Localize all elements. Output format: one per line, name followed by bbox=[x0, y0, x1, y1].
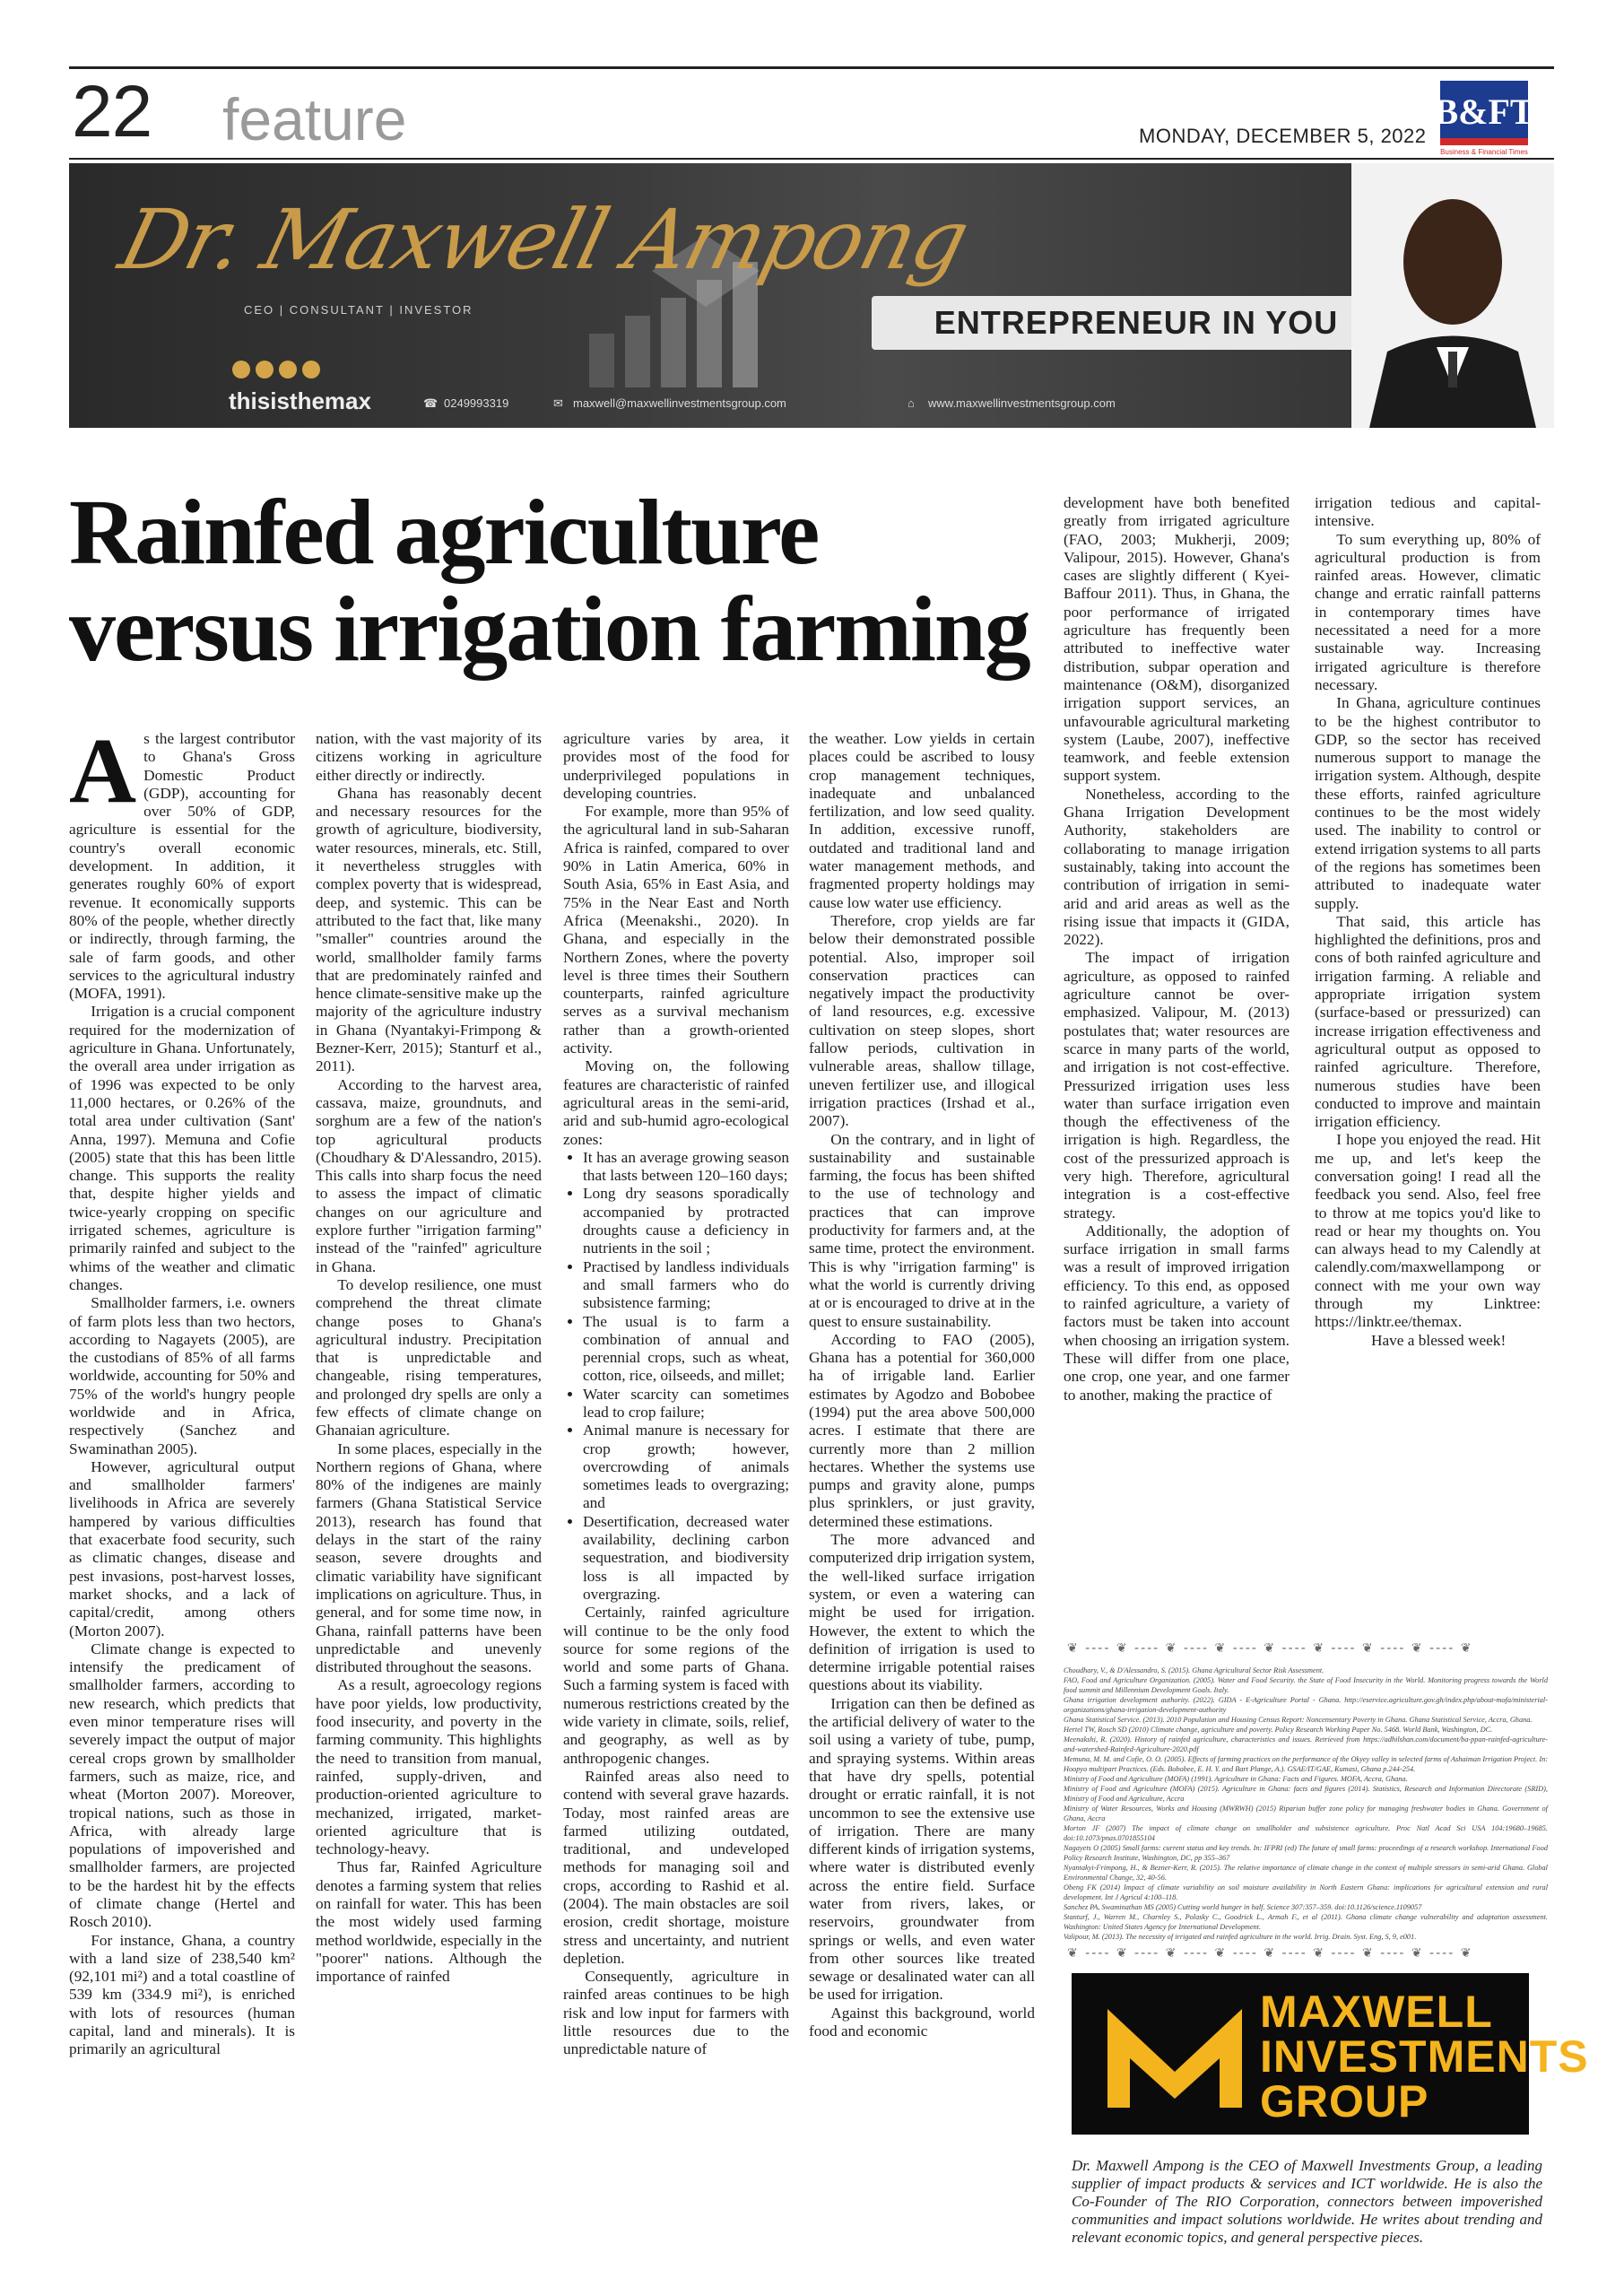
paragraph: To sum everything up, 80% of agricultural production is from rainfed areas. However, climatic change and erratic rainfall patterns in contemporary times have necessitated a need for a more sustainable way. Increasing irrigated agriculture is therefore necessary. bbox=[1315, 530, 1541, 693]
paragraph: agriculture varies by area, it provides most of the food for underprivileged populations in developing countries. bbox=[563, 730, 789, 802]
website: www.maxwellinvestmentsgroup.com bbox=[928, 396, 1116, 410]
list-item: • Desertification, decreased water availability, declining carbon sequestration, and biodiversity loss is all impacted by overgrazing. bbox=[583, 1513, 789, 1604]
paragraph: That said, this article has highlighted the definitions, pros and cons of both rainfed agriculture and irrigation farming. A reliable and appropriate irrigation system (surface-based or pressurized) can increase irrigation effectiveness and agricultural output as opposed to rainfed agriculture. Therefore, numerous studies have been conducted to improve and maintain irrigation efficiency. bbox=[1315, 912, 1541, 1131]
paragraph: irrigation tedious and capital-intensive. bbox=[1315, 494, 1541, 530]
ad-line-2: INVESTMENTS bbox=[1260, 2031, 1589, 2082]
author-bio: Dr. Maxwell Ampong is the CEO of Maxwell Investments Group, a leading supplier of impact products & services and ICT worldwide. He is also the Co-Founder of The RIO Corporation, connectors between impoverished communities and impact solutions worldwide. He writes about trending and relevant economic topics, and general perspective pieces. bbox=[1072, 2157, 1542, 2246]
logo-text: B&FT bbox=[1435, 91, 1533, 132]
paragraph: However, agricultural output and smallholder farmers' livelihoods in Africa are severely hampered by various difficulties that exacerbate food security, such as climatic changes, disease and pest invasions, post-harvest losses, market shocks, and a lack of capital/credit, among others (Morton 2007). bbox=[69, 1457, 295, 1639]
reference-item: Sanchez PA, Swaminathan MS (2005) Cutting world hunger in half. Science 307:357–359. doi:10.1126/science.1109057 bbox=[1064, 1903, 1422, 1911]
reference-item: Morton JF (2007) The impact of climate change on smallholder and subsistence agriculture. Proc Natl Acad Sci USA 104:19680–19685. doi:10.1073/pnas.0701855104 bbox=[1064, 1824, 1548, 1842]
reference-item: Valipour, M. (2013). The necessity of irrigated and rainfed agriculture in the world. Irrig. Drain. Syst. Eng, S, 9, e001. bbox=[1064, 1933, 1417, 1941]
paragraph: In Ghana, agriculture continues to be the highest contributor to GDP, so the sector has received numerous support to manage the irrigation system. Although, despite these efforts, rainfed agriculture continues to be the most widely used. The inability to control or extend irrigation systems to all parts of the regions has sometimes been attributed to inadequate water supply. bbox=[1315, 694, 1541, 912]
reference-item: Choudhary, V., & D'Alessandro, S. (2015). Ghana Agricultural Sector Risk Assessment. bbox=[1064, 1666, 1324, 1674]
paragraph: Nonetheless, according to the Ghana Irrigation Development Authority, stakeholders are collaborating to manage irrigation sustainably, taking into account the contribution of irrigation in semi-arid and arid areas as well as the rising issue that impacts it (GIDA, 2022). bbox=[1064, 785, 1290, 949]
paragraph: Additionally, the adoption of surface irrigation in small farms was a result of improved irrigation efficiency. To this end, as opposed to rainfed agriculture, a variety of factors must be taken into account when choosing an irrigation system. These will differ from one place, one crop, one year, and one farmer to another, making the practice of bbox=[1064, 1222, 1290, 1404]
phone-number: 0249993319 bbox=[444, 396, 509, 410]
reference-item: Ghana irrigation development authority. (2022). GIDA - E-Agriculture Portal - Ghana. http://eservice.agriculture.gov.gh/index.php/about-mofa/ministerial-organizations/ghana-irrigation-development-authority bbox=[1064, 1696, 1548, 1714]
social-icons bbox=[230, 359, 329, 380]
article-column-2 bbox=[316, 730, 542, 1986]
reference-item: Hertel TW, Rosch SD (2010) Climate change, agriculture and poverty. Policy Research Working Paper No. 5468. World Bank, Washington, DC. bbox=[1064, 1726, 1493, 1734]
ad-line-1: MAXWELL bbox=[1260, 1987, 1493, 2037]
paragraph: the weather. Low yields in certain places could be ascribed to lousy crop management techniques, inadequate and unbalanced fertilization, and low seed quality. In addition, excessive runoff, outdated and traditional land and water management methods, and fragmented property holdings may cause low water use efficiency. bbox=[809, 730, 1035, 911]
column-banner bbox=[69, 163, 1554, 428]
section-label: feature bbox=[222, 86, 407, 152]
section-divider: ❦ ---- ❦ ---- ❦ ---- ❦ ---- ❦ ---- ❦ ---- ❦ ---- ❦ ---- ❦ bbox=[1067, 1641, 1473, 1656]
header-rule bbox=[69, 158, 1554, 160]
facebook-icon bbox=[256, 361, 274, 378]
headline-line-2: versus irrigation farming bbox=[69, 578, 1029, 681]
article-column-5 bbox=[1064, 494, 1290, 1405]
list-item: • Long dry seasons sporadically accompanied by protracted droughts cause a deficiency in nutrients in the soil ; bbox=[583, 1185, 789, 1257]
youtube-icon bbox=[279, 361, 297, 378]
reference-item: Ministry of Food and Agriculture (MOFA) (1991). Agriculture in Ghana: Facts and Figures. MOFA, Accra, Ghana. bbox=[1064, 1775, 1408, 1783]
paragraph: On the contrary, and in light of sustainability and sustainable farming, the focus has been shifted to the use of technology and practices that can improve productivity for farmers and, at the same time, protect the environment. This is why "irrigation farming" is what the world is currently driving at or is encouraged to drive at in the quest to ensure sustainability. bbox=[809, 1130, 1035, 1330]
paragraph: Certainly, rainfed agriculture will continue to be the only food source for some regions of the world and some parts of Ghana. Such a farming system is faced with numerous restrictions created by the wide variety in climate, soils, relief, and geography, as well as by anthropogenic changes. bbox=[563, 1604, 789, 1767]
reference-item: Obeng FK (2014) Impact of climate variability on soil moisture availability in North Eastern Ghana: implications for agricultural extension and rural development. Int J Agricul 4:100–118. bbox=[1064, 1883, 1548, 1901]
social-handle: thisisthemax bbox=[229, 387, 371, 414]
article-column-3 bbox=[563, 730, 789, 2059]
list-item: • The usual is to farm a combination of annual and perennial crops, such as wheat, cotton, rice, oilseeds, and millet; bbox=[583, 1313, 789, 1386]
ad-line-3: GROUP bbox=[1260, 2076, 1429, 2126]
paragraph: Irrigation is a crucial component required for the modernization of agriculture in Ghana. Unfortunately, the overall area under irrigation as of 1996 was expected to be only 11,000 hectares, or 0.26% of the total area under cultivation (Sant' Anna, 1997). Memuna and Cofie (2005) state that this has been little change. This supports the reality that, despite higher yields and twice-yearly cropping on specific irrigated schemes, agriculture is primarily rainfed and subject to the whims of the weather and climatic changes. bbox=[69, 1003, 295, 1293]
paragraph: According to the harvest area, cassava, maize, groundnuts, and sorghum are a few of the nation's top agricultural products (Choudhary & D'Alessandro, 2015). This calls into sharp focus the need to assess the impact of climatic changes on our agriculture and explore further "irrigation farming" instead of the "rainfed" agriculture in Ghana. bbox=[316, 1075, 542, 1275]
references bbox=[1064, 1665, 1548, 1942]
paragraph: Therefore, crop yields are far below their demonstrated possible potential. Also, improper soil conservation practices can negatively impact the productivity of land resources, e.g. excessive cultivation on steep slopes, short fallow periods, cultivation in vulnerable areas, shallow tillage, uneven fertilizer use, and illogical irrigation practices (Irshad et al., 2007). bbox=[809, 911, 1035, 1130]
paragraph: Smallholder farmers, i.e. owners of farm plots less than two hectors, according to Nagayets (2005), are the custodians of 85% of all farms worldwide, accounting for 50% and 75% of the world's hungry people worldwide and in Africa, respectively (Sanchez and Swaminathan 2005). bbox=[69, 1294, 295, 1457]
maxwell-investments-ad[interactable] bbox=[1072, 1973, 1589, 2135]
list-item: • Animal manure is necessary for crop growth; however, overcrowding of animals sometimes leads to overgrazing; and bbox=[583, 1422, 789, 1512]
paragraph: According to FAO (2005), Ghana has a potential for 360,000 ha of irrigable land. Earlier estimates by Agodzo and Bobobee (1994) put the area above 500,000 acres. I estimate that there are currently more than 2 million hectares. Whether the systems use pumps and gravity alone, pumps plus sprinklers, or just gravity, determined these estimations. bbox=[809, 1330, 1035, 1530]
web-icon: ⌂ bbox=[908, 396, 915, 410]
headline-line-1: Rainfed agriculture bbox=[69, 481, 819, 584]
signature: Dr. Maxwell Ampong bbox=[110, 192, 977, 288]
article-column-4 bbox=[809, 730, 1035, 2040]
paragraph: Moving on, the following features are characteristic of rainfed agricultural areas in the semi-arid, arid and sub-humid agro-ecological zones: bbox=[563, 1057, 789, 1148]
instagram-icon bbox=[232, 361, 250, 378]
section-divider: ❦ ---- ❦ ---- ❦ ---- ❦ ---- ❦ ---- ❦ ---- ❦ ---- ❦ ---- ❦ bbox=[1067, 1946, 1473, 1961]
paragraph: For example, more than 95% of the agricultural land in sub-Saharan Africa is rainfed, compared to over 90% in Latin America, 60% in South Asia, 65% in East Asia, and 75% in the Near East and North Africa (Meenakshi., 2020). In Ghana, and especially in the Northern Zones, where the poverty level is three times their Southern counterparts, rainfed agriculture serves as a survival mechanism rather than a growth-oriented activity. bbox=[563, 803, 789, 1057]
sign-off: Have a blessed week! bbox=[1371, 1331, 1507, 1349]
issue-date: MONDAY, DECEMBER 5, 2022 bbox=[1139, 125, 1427, 147]
maxwell-logo-icon bbox=[1099, 1991, 1251, 2117]
reference-item: Meenakshi, R. (2020). History of rainfed agriculture, characteristics and issues. Retrieved from https://adhilshan.com/document/ba-ppan-rainfed-agriculture-and-watershed-Rainfed-Agriculture-2020.pdf bbox=[1064, 1735, 1548, 1753]
paragraph: As the largest contributor to Ghana's Gross Domestic Product (GDP), accounting for over 50% of GDP, agriculture is essential for the country's overall economic development. In addition, it generates roughly 60% of export revenue. It economically supports 80% of the people, whether directly or indirectly, through farming, the sale of farm goods, and other services to the agricultural industry (MOFA, 1991). bbox=[69, 719, 295, 1003]
page-number: 22 bbox=[72, 71, 152, 152]
list-item: • Practised by landless individuals and small farmers who do subsistence farming; bbox=[583, 1258, 789, 1313]
paragraph: For instance, Ghana, a country with a land size of 238,540 km² (92,101 mi²) and a total coastline of 539 km (334.9 mi²), is enriched with lots of resources (human capital, land and minerals). It is primarily an agricultural bbox=[69, 1931, 295, 2058]
twitter-icon bbox=[302, 361, 320, 378]
paragraph: As a result, agroecology regions have poor yields, low productivity, food insecurity, and poverty in the farming community. This highlights the need to transition from manual, rainfed, supply-driven, and production-oriented agriculture to mechanized, irrigated, market-oriented agriculture that is technology-heavy. bbox=[316, 1676, 542, 1858]
author-portrait bbox=[1351, 163, 1554, 428]
logo-subtext: Business & Financial Times bbox=[1440, 148, 1528, 156]
paragraph: Rainfed areas also need to contend with several grave hazards. Today, most rainfed areas are farmed utilizing outdated, traditional, and undeveloped methods for managing soil and crops, according to Rashid et al. (2004). The main obstacles are soil erosion, credit shortage, moisture stress and uncertainty, and nutrient depletion. bbox=[563, 1767, 789, 1967]
paragraph: Ghana has reasonably decent and necessary resources for the growth of agriculture, biodiversity, water resources, minerals, etc. Still, it nevertheless struggles with complex poverty that is widespread, deep, and systemic. This can be attributed to the fact that, like many "smaller" countries around the world, smallholder family farms that are predominately rainfed and hence climate-sensitive make up the majority of the agriculture industry in Ghana (Nyantakyi-Frimpong & Bezner-Kerr, 2015); Stanturf et al., 2011). bbox=[316, 784, 542, 1075]
paragraph: I hope you enjoyed the read. Hit me up, and let's keep the conversation going! I read all the feedback you send. Also, feel free to throw at me topics you'd like to read or hear my thoughts on. You can always head to my Calendly at calendly.com/maxwellampong or connect with me your own way through my Linktree: https://linktr.ee/themax. bbox=[1315, 1131, 1541, 1331]
paragraph: development have both benefited greatly from irrigated agriculture (FAO, 2003; Mukherji, 2009; Valipour, 2015). However, Ghana's cases are slightly different ( Kyei-Baffour 2011). Thus, in Ghana, the poor performance of irrigated agriculture has frequently been attributed to ineffective water distribution, subpar operation and maintenance (O&M), disorganized irrigation support services, an unfavourable agricultural marketing system (Laube, 2007), ineffective teamwork, and feeble extension support system. bbox=[1064, 494, 1290, 785]
top-rule bbox=[69, 66, 1554, 69]
list-item: • Water scarcity can sometimes lead to crop failure; bbox=[583, 1386, 789, 1422]
reference-item: Ghana Statistical Service. (2013). 2010 Population and Housing Census Report: Noncensentary Poverty in Ghana. Ghana Statistical Service, Accra, Ghana. bbox=[1064, 1716, 1533, 1724]
paragraph: In some places, especially in the Northern regions of Ghana, where 80% of the indigenes are mainly farmers (Ghana Statistical Service 2013), research has found that delays in the start of the rainy season, severe droughts and climatic variability have significant implications on agriculture. Thus, in general, and for some time now, in Ghana, rainfall patterns have been unpredictable and unevenly distributed throughout the seasons. bbox=[316, 1439, 542, 1676]
reference-item: Ministry of Food and Agriculture (MOFA) (2015). Agriculture in Ghana: facts and figures (2014). Statistics, Research and Information Directorate (SRID), Ministry of Food and Agriculture, Accra bbox=[1064, 1785, 1548, 1803]
paragraph: Irrigation can then be defined as the artificial delivery of water to the soil using a variety of tube, pump, and spraying systems. Within areas that have dry spells, potential drought or erratic rainfall, it is not uncommon to see the extensive use of irrigation. There are many different kinds of irrigation systems, where water is distributed evenly across the entire field. Surface water from rivers, lakes, or reservoirs, groundwater from springs or wells, and even water from other sources like treated sewage or desalinated water can all be used for irrigation. bbox=[809, 1694, 1035, 2004]
bft-logo bbox=[1435, 75, 1533, 156]
phone-icon: ☎ bbox=[423, 396, 439, 410]
article-column-1 bbox=[69, 719, 295, 2059]
headline bbox=[69, 481, 1038, 681]
paragraph: Climate change is expected to intensify the predicament of smallholder farmers, according to new research, which predicts that even minor temperature rises will severely impact the output of major cereal crops grown by smallholder farmers, such as maize, rice, and wheat (Morton 2007). Moreover, tropical nations, such as those in Africa, with already large populations of impoverished and smallholder farmers, are projected to be the hardest hit by the effects of climate change (Hertel and Rosch 2010). bbox=[69, 1639, 295, 1931]
reference-item: Memuna, M. M. and Cofie, O. O. (2005). Effects of farming practices on the performance of the Okyey valley in selected farms of Ashaiman Irrigation Project. In: Hoopyo multipart Practices. (Eds. Bobobee, E. H. Y. and Bart Plange, A.). GSAE/IT/GAE, Kumasi, Ghana p.244-254. bbox=[1064, 1755, 1548, 1773]
drop-cap: A bbox=[69, 719, 137, 822]
article-column-6 bbox=[1315, 494, 1541, 1350]
paragraph: The impact of irrigation agriculture, as opposed to rainfed agriculture cannot be over-emphasized. Valipour, M. (2013) postulates that; water resources are scarce in many parts of the world, and irrigation is not cost-effective. Pressurized irrigation uses less water than surface irrigation even though the effectiveness of the irrigation is high. Regardless, the cost of the pressurized approach is very high. Therefore, agricultural integration is a cost-effective strategy. bbox=[1064, 949, 1290, 1222]
reference-item: Nyantakyi-Frimpong, H., & Bezner-Kerr, R. (2015). The relative importance of climate change in the context of multiple stressors in semi-arid Ghana. Global Environmental Change, 32, 40-56. bbox=[1064, 1864, 1548, 1882]
reference-item: FAO, Food and Agriculture Organization. (2005). Water and Food Security. the State of Food Insecurity in the World. Monitoring progress towards the World food summit and Millennium Development Goals. Italy. bbox=[1064, 1676, 1548, 1694]
paragraph: Thus far, Rainfed Agriculture denotes a farming system that relies on rainfall for water. This has been the most widely used farming method worldwide, especially in the "poorer" nations. Although the importance of rainfed bbox=[316, 1858, 542, 1986]
reference-item: Ministry of Water Resources, Works and Housing (MWRWH) (2015) Riparian buffer zone policy for managing freshwater bodies in Ghana. Government of Ghana, Accra bbox=[1064, 1805, 1548, 1822]
paragraph: The more advanced and computerized drip irrigation system, the well-liked surface irrigation system, or even a watering can might be used for irrigation. However, the extent to which the definition of irrigation is used to determine irrigable potential raises questions about its viability. bbox=[809, 1531, 1035, 1694]
reference-item: Stanturf, J., Warren M., Charnley S., Polasky C., Goodrick L., Armah F., et al (2011). Ghana climate change vulnerability and adaptation assessment. Washington: United States Agency for International Development. bbox=[1064, 1913, 1548, 1931]
banner-tagline: CEO | CONSULTANT | INVESTOR bbox=[244, 303, 473, 317]
column-name: ENTREPRENEUR IN YOU bbox=[872, 296, 1401, 350]
paragraph: Against this background, world food and economic bbox=[809, 2004, 1035, 2040]
paragraph: nation, with the vast majority of its citizens working in agriculture either directly or indirectly. bbox=[316, 730, 542, 784]
list-item: • It has an average growing season that lasts between 120–160 days; bbox=[583, 1149, 789, 1186]
reference-item: Nagayets O (2005) Small farms: current status and key trends. In: IFPRI (ed) The future of small farms: proceedings of a research workshop. International Food Policy Research Institute, Washington, DC, pp 355–367 bbox=[1064, 1844, 1548, 1862]
email-address: maxwell@maxwellinvestmentsgroup.com bbox=[573, 396, 786, 410]
email-icon: ✉ bbox=[553, 396, 563, 410]
paragraph: To develop resilience, one must comprehend the threat climate change poses to Ghana's agricultural industry. Precipitation that is unpredictable and changeable, rising temperatures, and prolonged dry spells are only a few effects of climate change on Ghanaian agriculture. bbox=[316, 1275, 542, 1439]
feature-list bbox=[563, 1149, 789, 1604]
paragraph: Consequently, agriculture in rainfed areas continues to be high risk and low input for farmers with little resources due to the unpredictable nature of bbox=[563, 1968, 789, 2058]
